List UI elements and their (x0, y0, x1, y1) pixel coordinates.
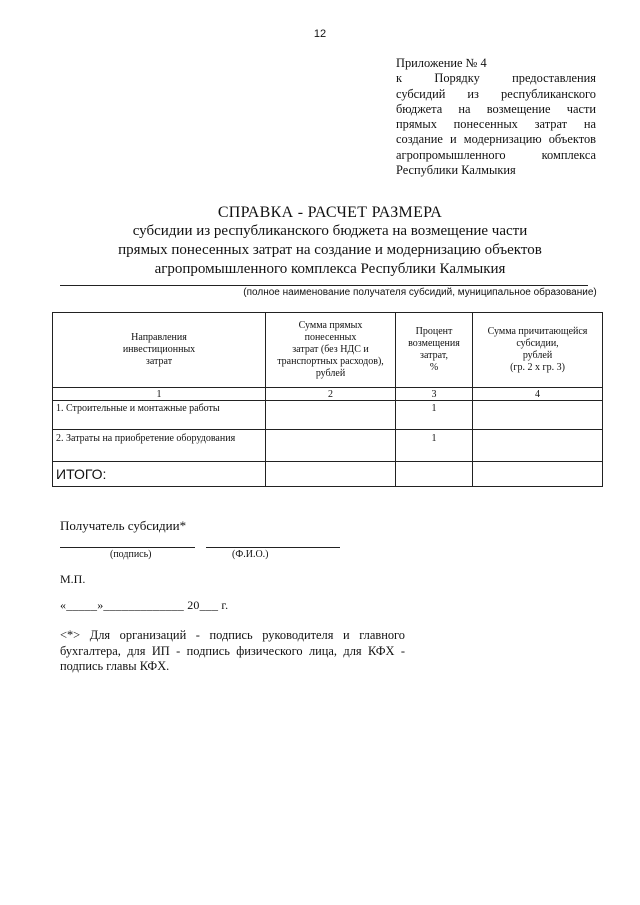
recipient-label: Получатель субсидии* (60, 518, 187, 533)
header-text: Направления (131, 332, 187, 343)
header-cell-percent (396, 313, 473, 388)
total-label: ИТОГО: (53, 462, 266, 487)
appendix-line: Приложение № 4 (396, 56, 487, 70)
name-line (206, 547, 340, 548)
header-text: инвестиционных (122, 344, 196, 355)
table-row (53, 430, 603, 462)
header-text: рублей (522, 350, 553, 361)
subsidy-cell (473, 401, 603, 430)
calculation-table (52, 312, 603, 487)
footnote-line: бухгалтера, для ИП - подпись физического лица, для КФХ - (60, 643, 405, 658)
footnote-line: <*> Для организаций - подпись руководителя и главного (60, 628, 405, 642)
header-text: Сумма прямых (298, 320, 363, 331)
appendix-line: прямых понесенных затрат на (396, 117, 596, 132)
appendix-line: создание и модернизацию объектов (396, 132, 596, 147)
header-text: субсидии, (516, 338, 559, 349)
date-line: «_____»_____________ 20___ г. (60, 598, 229, 612)
total-subsidy-cell (473, 462, 603, 487)
appendix-line: агропромышленного комплекса (396, 147, 596, 162)
column-number-row (53, 388, 603, 401)
appendix-line: субсидий из республиканского (396, 86, 596, 101)
appendix-line: бюджета на возмещение части (396, 101, 596, 116)
header-cell-directions (53, 313, 266, 388)
header-text: Сумма причитающейся (487, 326, 588, 337)
appendix-line: Республики Калмыкия (396, 163, 516, 178)
header-text: возмещения (408, 338, 460, 349)
header-text: (гр. 2 х гр. 3) (510, 362, 565, 373)
document-subtitle-line: субсидии из республиканского бюджета на возмещение части (132, 223, 528, 239)
table-row (53, 401, 603, 430)
header-cell-amount (266, 313, 396, 388)
name-caption: (Ф.И.О.) (232, 549, 269, 560)
footnote (60, 628, 405, 675)
total-row (53, 462, 603, 487)
percent-cell: 1 (396, 430, 473, 462)
recipient-caption: (полное наименование получателя субсидий, муниципальное образование) (243, 287, 597, 298)
header-text: понесенных (304, 332, 357, 343)
row-label: 2. Затраты на приобретение оборудования (53, 430, 266, 462)
row-label: 1. Строительные и монтажные работы (53, 401, 266, 430)
header-text: % (429, 362, 439, 373)
page-number: 12 (313, 28, 327, 40)
document-title: СПРАВКА - РАСЧЕТ РАЗМЕРА (217, 204, 443, 221)
column-number: 2 (266, 388, 396, 401)
header-text: рублей (315, 368, 346, 379)
footnote-line: подпись главы КФХ. (60, 659, 170, 673)
signature-caption: (подпись) (110, 549, 152, 560)
document-title-block (60, 203, 600, 279)
header-cell-subsidy (473, 313, 603, 388)
amount-cell (266, 401, 396, 430)
percent-cell: 1 (396, 401, 473, 430)
total-amount-cell (266, 462, 396, 487)
document-subtitle-line: прямых понесенных затрат на создание и модернизацию объектов (118, 242, 542, 258)
column-number: 3 (396, 388, 473, 401)
header-text: затрат (145, 356, 173, 367)
appendix-block (396, 56, 596, 178)
total-percent-cell (396, 462, 473, 487)
document-subtitle-line: агропромышленного комплекса Республики Калмыкия (154, 261, 506, 277)
column-number: 1 (53, 388, 266, 401)
signature-line (60, 547, 195, 548)
stamp-label: М.П. (60, 572, 86, 586)
header-text: транспортных расходов), (277, 356, 384, 367)
subsidy-cell (473, 430, 603, 462)
column-number: 4 (473, 388, 603, 401)
amount-cell (266, 430, 396, 462)
recipient-name-line (60, 285, 588, 286)
header-text: затрат (без НДС и (292, 344, 369, 355)
table-header-row (53, 313, 603, 388)
header-text: затрат, (420, 350, 448, 361)
header-text: Процент (415, 326, 453, 337)
appendix-line: к Порядку предоставления (396, 71, 596, 86)
